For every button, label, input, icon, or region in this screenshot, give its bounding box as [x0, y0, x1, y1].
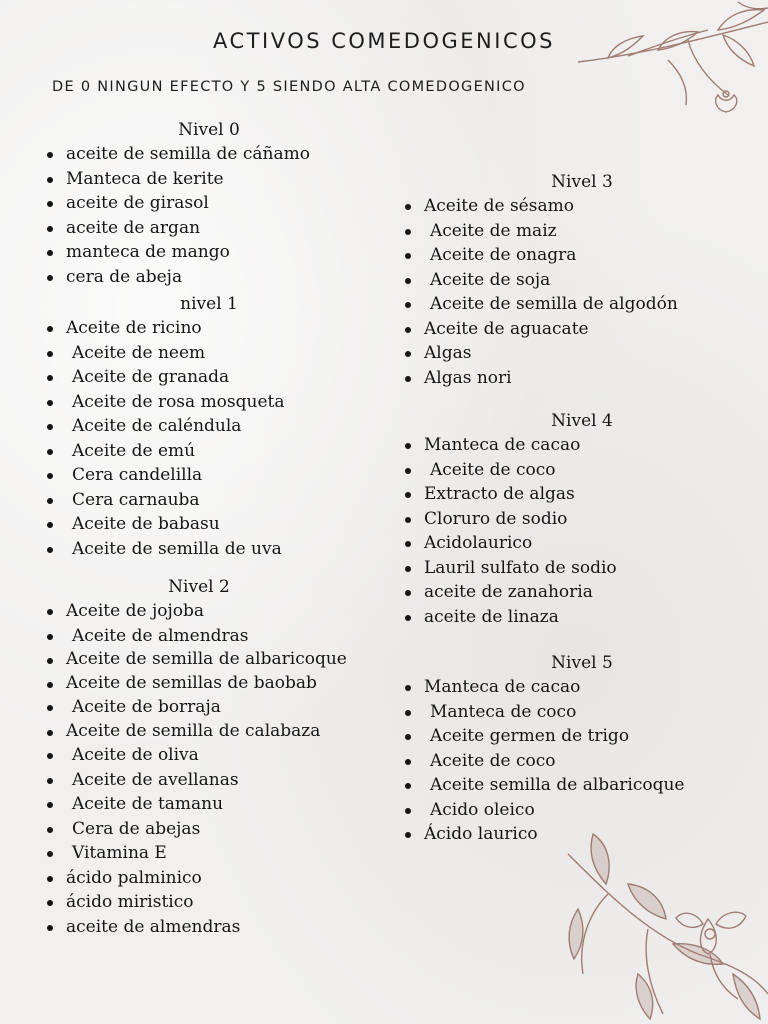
list-item: Cera de abejas [44, 817, 370, 842]
level-5-section [402, 651, 762, 847]
list-item: Aceite de ricino [44, 316, 374, 341]
list-item: Aceite de maiz [402, 219, 762, 244]
list-item: cera de abeja [44, 265, 374, 290]
page-title: ACTIVOS COMEDOGENICOS [213, 29, 555, 53]
list-item: Aceite de avellanas [44, 768, 370, 793]
list-item: Aceite de almendras [44, 624, 370, 649]
list-item: Aceite de aguacate [402, 317, 762, 342]
list-item: Algas nori [402, 366, 762, 391]
list-item: aceite de linaza [402, 605, 762, 630]
list-item: Manteca de cacao [402, 433, 762, 458]
list-item: Aceite de semilla de uva [44, 537, 374, 562]
list-item: Aceite de semillas de baobab [44, 672, 370, 696]
leaf-branch-decoration-top [568, 0, 768, 120]
list-item: ácido palminico [44, 866, 370, 891]
page-subtitle: DE 0 NINGUN EFECTO Y 5 SIENDO ALTA COMEDOGENICO [52, 79, 526, 95]
level-2-heading: Nivel 2 [168, 577, 230, 597]
level-4-section [402, 409, 762, 629]
list-item: Aceite de neem [44, 341, 374, 366]
list-item: Cera carnauba [44, 488, 374, 513]
level-1-heading: nivel 1 [180, 294, 238, 314]
level-1-list [44, 316, 374, 561]
flower-branch-decoration-bottom [548, 824, 768, 1024]
level-2-section [44, 575, 370, 939]
list-item: aceite de almendras [44, 915, 370, 940]
list-item: Aceite semilla de albaricoque [402, 773, 762, 798]
list-item: aceite de zanahoria [402, 580, 762, 605]
list-item: Aceite de coco [402, 458, 762, 483]
list-item: Manteca de coco [402, 700, 762, 725]
level-0-list [44, 142, 374, 289]
list-item: Aceite de babasu [44, 512, 374, 537]
list-item: Aceite de oliva [44, 743, 370, 768]
list-item: Aceite de borraja [44, 695, 370, 720]
level-1-section [44, 292, 374, 561]
list-item: Aceite de jojoba [44, 599, 370, 624]
list-item: Extracto de algas [402, 482, 762, 507]
list-item: manteca de mango [44, 240, 374, 265]
list-item: Aceite de soja [402, 268, 762, 293]
level-3-section [402, 170, 762, 390]
list-item: aceite de girasol [44, 191, 374, 216]
list-item: ácido miristico [44, 890, 370, 915]
list-item: Aceite de tamanu [44, 792, 370, 817]
level-5-list [402, 675, 762, 847]
list-item: Aceite de semilla de algodón [402, 292, 762, 317]
list-item: Aceite de caléndula [44, 414, 374, 439]
level-2-list [44, 599, 370, 939]
list-item: Aceite de emú [44, 439, 374, 464]
list-item: Manteca de kerite [44, 167, 374, 192]
list-item: Aceite de semilla de albaricoque [44, 648, 370, 672]
list-item: Lauril sulfato de sodio [402, 556, 762, 581]
list-item: Cera candelilla [44, 463, 374, 488]
list-item: Aceite de sésamo [402, 194, 762, 219]
list-item: Manteca de cacao [402, 675, 762, 700]
list-item: Algas [402, 341, 762, 366]
list-item: Vitamina E [44, 841, 370, 866]
level-4-list [402, 433, 762, 629]
list-item: Aceite de rosa mosqueta [44, 390, 374, 415]
list-item: Cloruro de sodio [402, 507, 762, 532]
level-0-section [44, 118, 374, 289]
list-item: Aceite de granada [44, 365, 374, 390]
list-item: Aceite de coco [402, 749, 762, 774]
list-item: aceite de semilla de cáñamo [44, 142, 374, 167]
level-3-list [402, 194, 762, 390]
level-3-heading: Nivel 3 [551, 172, 613, 192]
level-4-heading: Nivel 4 [551, 411, 613, 431]
level-0-heading: Nivel 0 [178, 120, 240, 140]
level-5-heading: Nivel 5 [551, 653, 613, 673]
list-item: Acido oleico [402, 798, 762, 823]
list-item: Aceite de onagra [402, 243, 762, 268]
list-item: Acidolaurico [402, 531, 762, 556]
list-item: aceite de argan [44, 216, 374, 241]
list-item: Aceite germen de trigo [402, 724, 762, 749]
list-item: Ácido laurico [402, 822, 762, 847]
list-item: Aceite de semilla de calabaza [44, 720, 370, 744]
